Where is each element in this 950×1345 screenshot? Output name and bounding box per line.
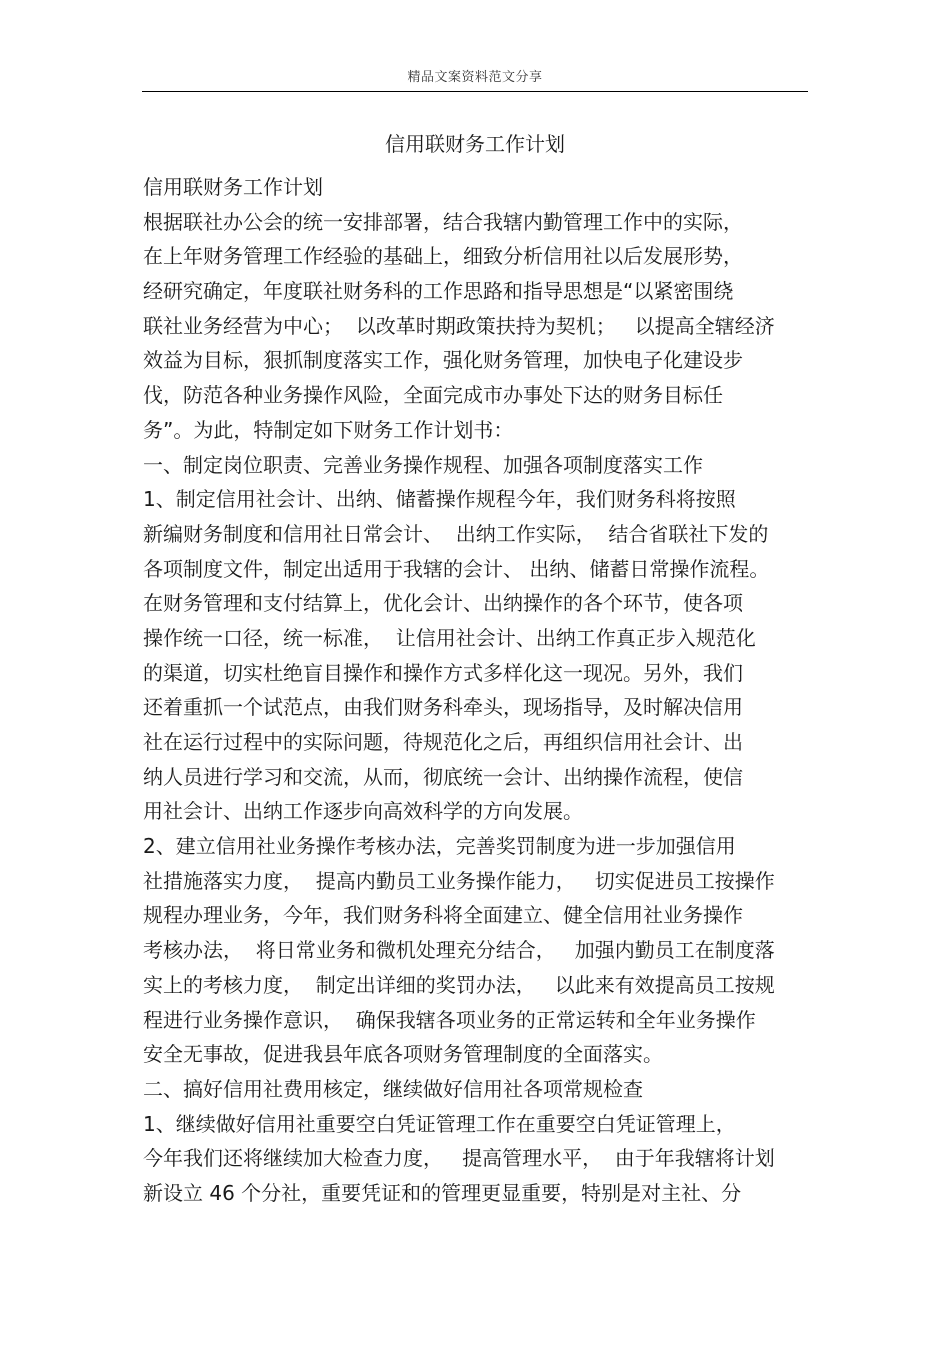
body-line: 还着重抓一个试范点，由我们财务科牵头，现场指导，及时解决信用	[143, 695, 743, 720]
body-line: 的渠道，切实杜绝盲目操作和操作方式多样化这一现况。另外，我们	[143, 660, 743, 685]
body-line: 安全无事故，促进我县年底各项财务管理制度的全面落实。	[143, 1042, 663, 1067]
body-line: 用社会计、出纳工作逐步向高效科学的方向发展。	[143, 799, 583, 824]
body-line: 二、搞好信用社费用核定，继续做好信用社各项常规检查	[143, 1076, 643, 1101]
body-line: 经研究确定，年度联社财务科的工作思路和指导思想是“以紧密围绕	[143, 279, 734, 304]
header-rule	[142, 91, 808, 92]
header-text: 精品文案资料范文分享	[407, 70, 543, 85]
body-line: 根据联社办公会的统一安排部署，结合我辖内勤管理工作中的实际，	[143, 209, 743, 234]
body-line: 效益为目标，狠抓制度落实工作，强化财务管理，加快电子化建设步	[143, 348, 743, 373]
body-line: 今年我们还将继续加大检查力度， 提高管理水平， 由于年我辖将计划	[143, 1146, 775, 1171]
body-line: 操作统一口径，统一标准， 让信用社会计、出纳工作真正步入规范化	[143, 625, 756, 650]
body-line: 新编财务制度和信用社日常会计、 出纳工作实际， 结合省联社下发的	[143, 521, 769, 546]
body-line: 实上的考核力度， 制定出详细的奖罚办法， 以此来有效提高员工按规	[143, 972, 775, 997]
body-line: 规程办理业务，今年，我们财务科将全面建立、健全信用社业务操作	[143, 903, 743, 928]
body-line: 1、继续做好信用社重要空白凭证管理工作在重要空白凭证管理上，	[143, 1111, 736, 1136]
body-line: 社措施落实力度， 提高内勤员工业务操作能力， 切实促进员工按操作	[143, 868, 775, 893]
body-line: 考核办法， 将日常业务和微机处理充分结合， 加强内勤员工在制度落	[143, 938, 775, 963]
body-line: 联社业务经营为中心； 以改革时期政策扶持为契机； 以提高全辖经济	[143, 313, 775, 338]
body-line: 新设立 46 个分社，重要凭证和的管理更显重要，特别是对主社、分	[143, 1180, 742, 1205]
body-line: 社在运行过程中的实际问题，待规范化之后，再组织信用社会计、出	[143, 730, 743, 754]
body-line: 各项制度文件，制定出适用于我辖的会计、 出纳、储蓄日常操作流程。	[143, 556, 770, 581]
document-body	[143, 170, 808, 1211]
body-line: 一、制定岗位职责、完善业务操作规程、加强各项制度落实工作	[143, 452, 703, 477]
body-line: 2、建立信用社业务操作考核办法，完善奖罚制度为进一步加强信用	[143, 834, 736, 859]
body-line: 在上年财务管理工作经验的基础上，细致分析信用社以后发展形势，	[143, 244, 743, 269]
body-line: 信用联财务工作计划	[143, 175, 323, 199]
body-line: 纳人员进行学习和交流，从而，彻底统一会计、出纳操作流程，使信	[143, 764, 743, 789]
body-line: 伐，防范各种业务操作风险，全面完成市办事处下达的财务目标任	[143, 383, 723, 408]
body-line: 在财务管理和支付结算上，优化会计、出纳操作的各个环节，使各项	[143, 591, 743, 616]
body-line: 1、制定信用社会计、出纳、储蓄操作规程今年，我们财务科将按照	[143, 487, 736, 512]
body-line: 务”。为此，特制定如下财务工作计划书：	[143, 417, 514, 442]
document-title: 信用联财务工作计划	[385, 132, 565, 156]
body-line: 程进行业务操作意识， 确保我辖各项业务的正常运转和全年业务操作	[143, 1007, 756, 1032]
